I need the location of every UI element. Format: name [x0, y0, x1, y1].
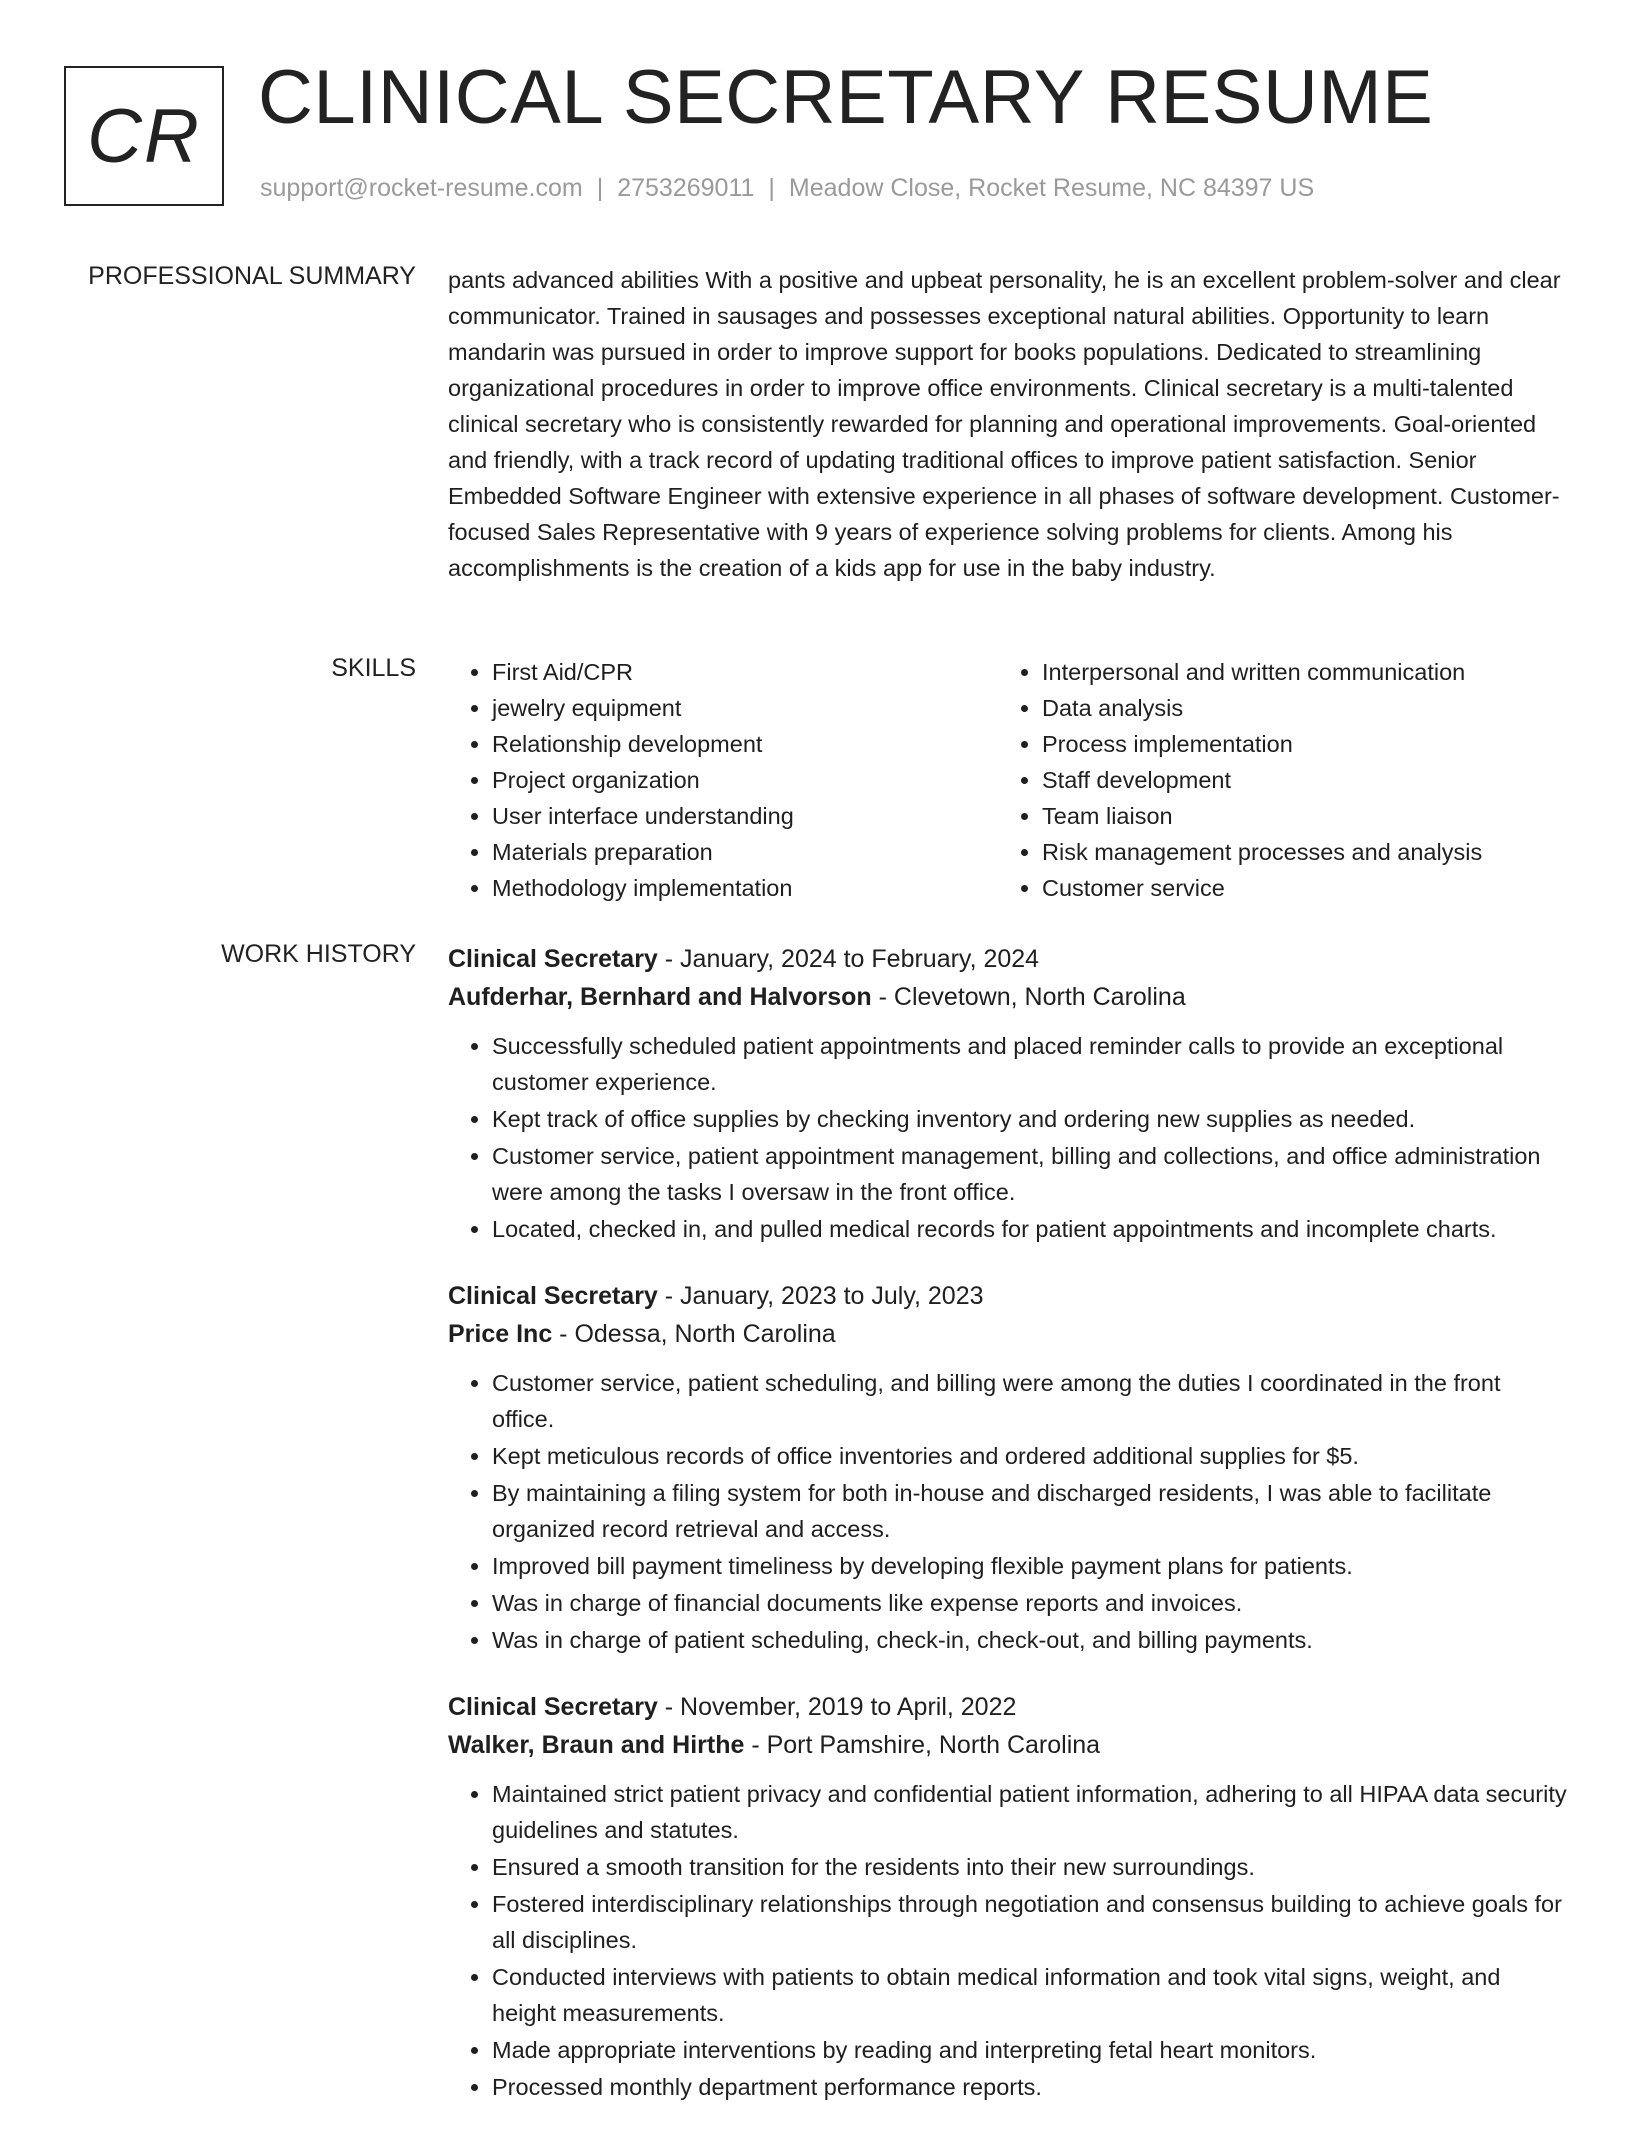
job-entry	[448, 1688, 1568, 2105]
job-company-line	[448, 978, 1568, 1016]
contact-separator: |	[596, 174, 604, 202]
job-bullet: • Made appropriate interventions by reading and interpreting fetal heart monitors.	[492, 2032, 1568, 2068]
skill-item: • Process implementation	[1042, 726, 1548, 762]
resume-title: CLINICAL SECRETARY RESUME	[258, 55, 1434, 140]
job-bullets	[448, 1365, 1568, 1658]
job-location: - Odessa, North Carolina	[552, 1320, 836, 1348]
job-bullet: • Located, checked in, and pulled medical records for patient appointments and incomplete charts.	[492, 1211, 1568, 1247]
skill-item: • Project organization	[492, 762, 998, 798]
monogram-logo: CR	[64, 66, 224, 206]
summary-body	[448, 262, 1568, 586]
skill-item: • Team liaison	[1042, 798, 1548, 834]
skill-item: • Materials preparation	[492, 834, 998, 870]
contact-address: Meadow Close, Rocket Resume, NC 84397 US	[788, 174, 1315, 202]
job-bullet: • Was in charge of financial documents like expense reports and invoices.	[492, 1585, 1568, 1621]
work-history-heading: WORK HISTORY	[221, 940, 416, 968]
job-bullet: • Maintained strict patient privacy and confidential patient information, adhering to all HIPAA data security guidelines and statutes.	[492, 1776, 1568, 1848]
job-bullet: • Was in charge of patient scheduling, check-in, check-out, and billing payments.	[492, 1622, 1568, 1658]
job-company: Price Inc	[448, 1320, 553, 1348]
summary-text: pants advanced abilities With a positive and upbeat personality, he is an excellent problem-solver and clear communicator. Trained in sausages and possesses exceptional natural abilities. Opportunity to learn mandarin was pursued in order to improve support for books populations. Dedicated to streamlining organizational procedures in order to improve office environments. Clinical secretary is a multi-talented clinical secretary who is consistently rewarded for planning and operational improvements. Goal-oriented and friendly, with a track record of updating traditional offices to improve patient satisfaction. Senior Embedded Software Engineer with extensive experience in all phases of software development. Customer-focused Sales Representative with 9 years of experience solving problems for clients. Among his accomplishments is the creation of a kids app for use in the baby industry.	[448, 267, 1561, 581]
job-bullet: • Improved bill payment timeliness by developing flexible payment plans for patients.	[492, 1548, 1568, 1584]
job-bullet: • Kept meticulous records of office inventories and ordered additional supplies for $5.	[492, 1438, 1568, 1474]
job-title-line	[448, 1277, 1568, 1315]
contact-email: support@rocket-resume.com	[260, 174, 583, 202]
skill-item: • Data analysis	[1042, 690, 1548, 726]
skill-item: • Methodology implementation	[492, 870, 998, 906]
job-bullet: • Ensured a smooth transition for the residents into their new surroundings.	[492, 1849, 1568, 1885]
skills-list-left	[448, 654, 998, 906]
summary-heading: PROFESSIONAL SUMMARY	[88, 262, 416, 290]
job-bullet: • Kept track of office supplies by checking inventory and ordering new supplies as needed.	[492, 1101, 1568, 1137]
job-bullet: • By maintaining a filing system for both in-house and discharged residents, I was able to facilitate organized record retrieval and access.	[492, 1475, 1568, 1547]
skill-item: • Customer service	[1042, 870, 1548, 906]
job-location: - Port Pamshire, North Carolina	[744, 1731, 1101, 1759]
job-bullets	[448, 1028, 1568, 1247]
job-title-line	[448, 940, 1568, 978]
job-location: - Clevetown, North Carolina	[871, 983, 1186, 1011]
job-entry	[448, 940, 1568, 1247]
job-title-line	[448, 1688, 1568, 1726]
skill-item: • User interface understanding	[492, 798, 998, 834]
job-dates: - November, 2019 to April, 2022	[657, 1693, 1017, 1721]
contact-line	[260, 174, 1314, 203]
skill-item: • Risk management processes and analysis	[1042, 834, 1548, 870]
job-bullet: • Conducted interviews with patients to obtain medical information and took vital signs, weight, and height measurements.	[492, 1959, 1568, 2031]
job-bullet: • Customer service, patient appointment management, billing and collections, and office administration were among the tasks I oversaw in the front office.	[492, 1138, 1568, 1210]
skills-heading: SKILLS	[331, 654, 416, 682]
job-title: Clinical Secretary	[448, 945, 658, 973]
contact-separator: |	[768, 174, 775, 202]
skill-item: • Staff development	[1042, 762, 1548, 798]
work-history-body	[448, 940, 1568, 2135]
skills-body	[448, 654, 1568, 906]
job-bullet: • Customer service, patient scheduling, and billing were among the duties I coordinated in the front office.	[492, 1365, 1568, 1437]
job-bullet: • Successfully scheduled patient appointments and placed reminder calls to provide an exceptional customer experience.	[492, 1028, 1568, 1100]
skill-item: • jewelry equipment	[492, 690, 998, 726]
job-title: Clinical Secretary	[448, 1693, 658, 1721]
skill-item: • Interpersonal and written communication	[1042, 654, 1548, 690]
job-bullets	[448, 1776, 1568, 2105]
job-dates: - January, 2023 to July, 2023	[657, 1282, 984, 1310]
job-company-line	[448, 1315, 1568, 1353]
job-dates: - January, 2024 to February, 2024	[657, 945, 1040, 973]
skill-item: • First Aid/CPR	[492, 654, 998, 690]
job-company: Walker, Braun and Hirthe	[448, 1731, 745, 1759]
job-entry	[448, 1277, 1568, 1658]
contact-phone: 2753269011	[617, 174, 755, 202]
skill-item: • Relationship development	[492, 726, 998, 762]
job-title: Clinical Secretary	[448, 1282, 658, 1310]
skills-list-right	[998, 654, 1548, 906]
job-company: Aufderhar, Bernhard and Halvorson	[448, 983, 872, 1011]
job-company-line	[448, 1726, 1568, 1764]
job-bullet: • Fostered interdisciplinary relationships through negotiation and consensus building to achieve goals for all disciplines.	[492, 1886, 1568, 1958]
job-bullet: • Processed monthly department performance reports.	[492, 2069, 1568, 2105]
